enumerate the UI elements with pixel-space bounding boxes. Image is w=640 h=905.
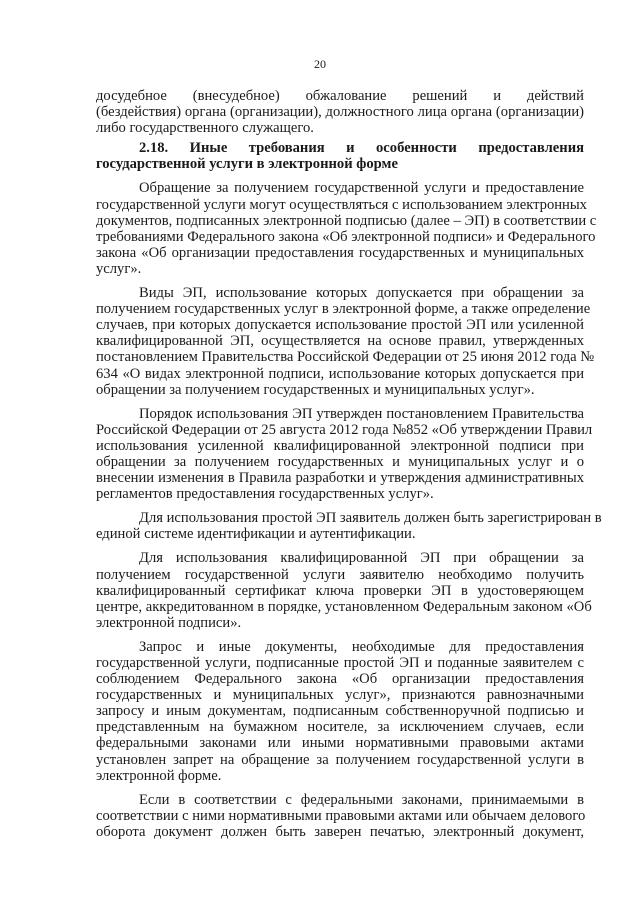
paragraph xyxy=(96,88,584,136)
text-line: досудебное (внесудебное) обжалование решений и действий xyxy=(96,88,584,104)
text-line: использования усиленной квалифицированной электронной подписи при xyxy=(96,437,584,454)
text-line: федеральными законами или иными нормативными правовыми актами xyxy=(96,735,584,752)
text-line: Если в соответствии с федеральными законами, принимаемыми в xyxy=(139,791,584,808)
text-line: (бездействия) органа (организации), должностного лица органа (организации) xyxy=(96,104,584,121)
paragraph xyxy=(96,510,602,543)
text-line: соответствии с ними нормативными правовыми актами или обычаем делового xyxy=(96,807,586,824)
text-line: Российской Федерации от 25 августа 2012 года №852 «Об утверждении Правил xyxy=(96,421,593,438)
text-line: Обращение за получением государственной услуги и предоставление xyxy=(139,180,584,197)
text-line: Виды ЭП, использование которых допускается при обращении за xyxy=(139,285,584,302)
text-line: требованиями Федерального закона «Об электронной подписи» и Федерального xyxy=(96,228,596,245)
paragraph xyxy=(96,550,592,631)
text-line: центре, аккредитованном в порядке, установленном Федеральным законом «Об xyxy=(96,598,592,615)
text-line: государственной услуги в электронной форме xyxy=(96,156,398,173)
text-line: оборота документ должен быть заверен печатью, электронный документ, xyxy=(96,823,584,840)
paragraph xyxy=(96,180,597,277)
text-line: Порядок использования ЭП утвержден постановлением Правительства xyxy=(139,405,584,422)
text-line: государственной услуги могут осуществляться с использованием электронных xyxy=(96,196,587,213)
text-line: установлен запрет на обращение за получением государственной услуги в xyxy=(96,751,584,768)
text-line: запросу и иным документам, подписанным собственноручной подписью и xyxy=(96,703,584,720)
paragraph xyxy=(96,792,584,840)
page-number: 20 xyxy=(314,57,326,71)
text-line: регламентов предоставления государственных услуг». xyxy=(96,486,434,503)
text-line: Для использования простой ЭП заявитель должен быть зарегистрирован в xyxy=(139,510,602,527)
text-line: квалифицированный сертификат ключа проверки ЭП в удостоверяющем xyxy=(96,582,584,599)
paragraph xyxy=(96,285,595,398)
text-line: получением государственной услуги заявителю необходимо получить xyxy=(96,566,584,583)
text-line: Запрос и иные документы, необходимые для предоставления xyxy=(139,638,584,655)
text-line: 2.18. Иные требования и особенности предоставления xyxy=(139,140,584,157)
text-line: квалифицированной ЭП, осуществляется на основе правил, утвержденных xyxy=(96,333,584,350)
text-line: постановлением Правительства Российской Федерации от 25 июня 2012 года № xyxy=(96,349,595,366)
text-line: единой системе идентификации и аутентификации. xyxy=(96,526,416,543)
text-line: 634 «О видах электронной подписи, использование которых допускается при xyxy=(96,365,584,382)
section-heading xyxy=(96,140,584,172)
text-line: государственных и муниципальных услуг», признаются равнозначными xyxy=(96,687,584,704)
text-line: услуг». xyxy=(96,260,142,277)
text-line: государственной услуги, подписанные простой ЭП и поданные заявителем с xyxy=(96,655,584,671)
paragraph xyxy=(96,405,593,503)
text-line: получением государственных услуг в электронной форме, а также определение xyxy=(96,301,591,318)
text-line: электронной подписи». xyxy=(96,614,242,631)
text-line: документов, подписанных электронной подписью (далее – ЭП) в соответствии с xyxy=(96,212,597,229)
document-body xyxy=(96,88,602,840)
text-line: обращении за получением государственных и муниципальных услуг». xyxy=(96,381,535,398)
text-line: соблюдением Федерального закона «Об организации предоставления xyxy=(96,671,584,688)
text-line: Для использования квалифицированной ЭП при обращении за xyxy=(139,550,584,567)
text-line: внесении изменения в Правила разработки и утверждения административных xyxy=(96,470,584,487)
text-line: обращении за получением государственных и муниципальных услуг и о xyxy=(96,453,584,470)
text-line: представленным на бумажном носителе, за исключением случаев, если xyxy=(96,719,584,736)
text-line: либо государственного служащего. xyxy=(96,120,314,137)
text-line: закона «Об организации предоставления государственных и муниципальных xyxy=(96,244,584,261)
text-line: случаев, при которых допускается использование простой ЭП или усиленной xyxy=(96,317,584,334)
paragraph xyxy=(96,639,584,784)
text-line: электронной форме. xyxy=(96,767,222,784)
